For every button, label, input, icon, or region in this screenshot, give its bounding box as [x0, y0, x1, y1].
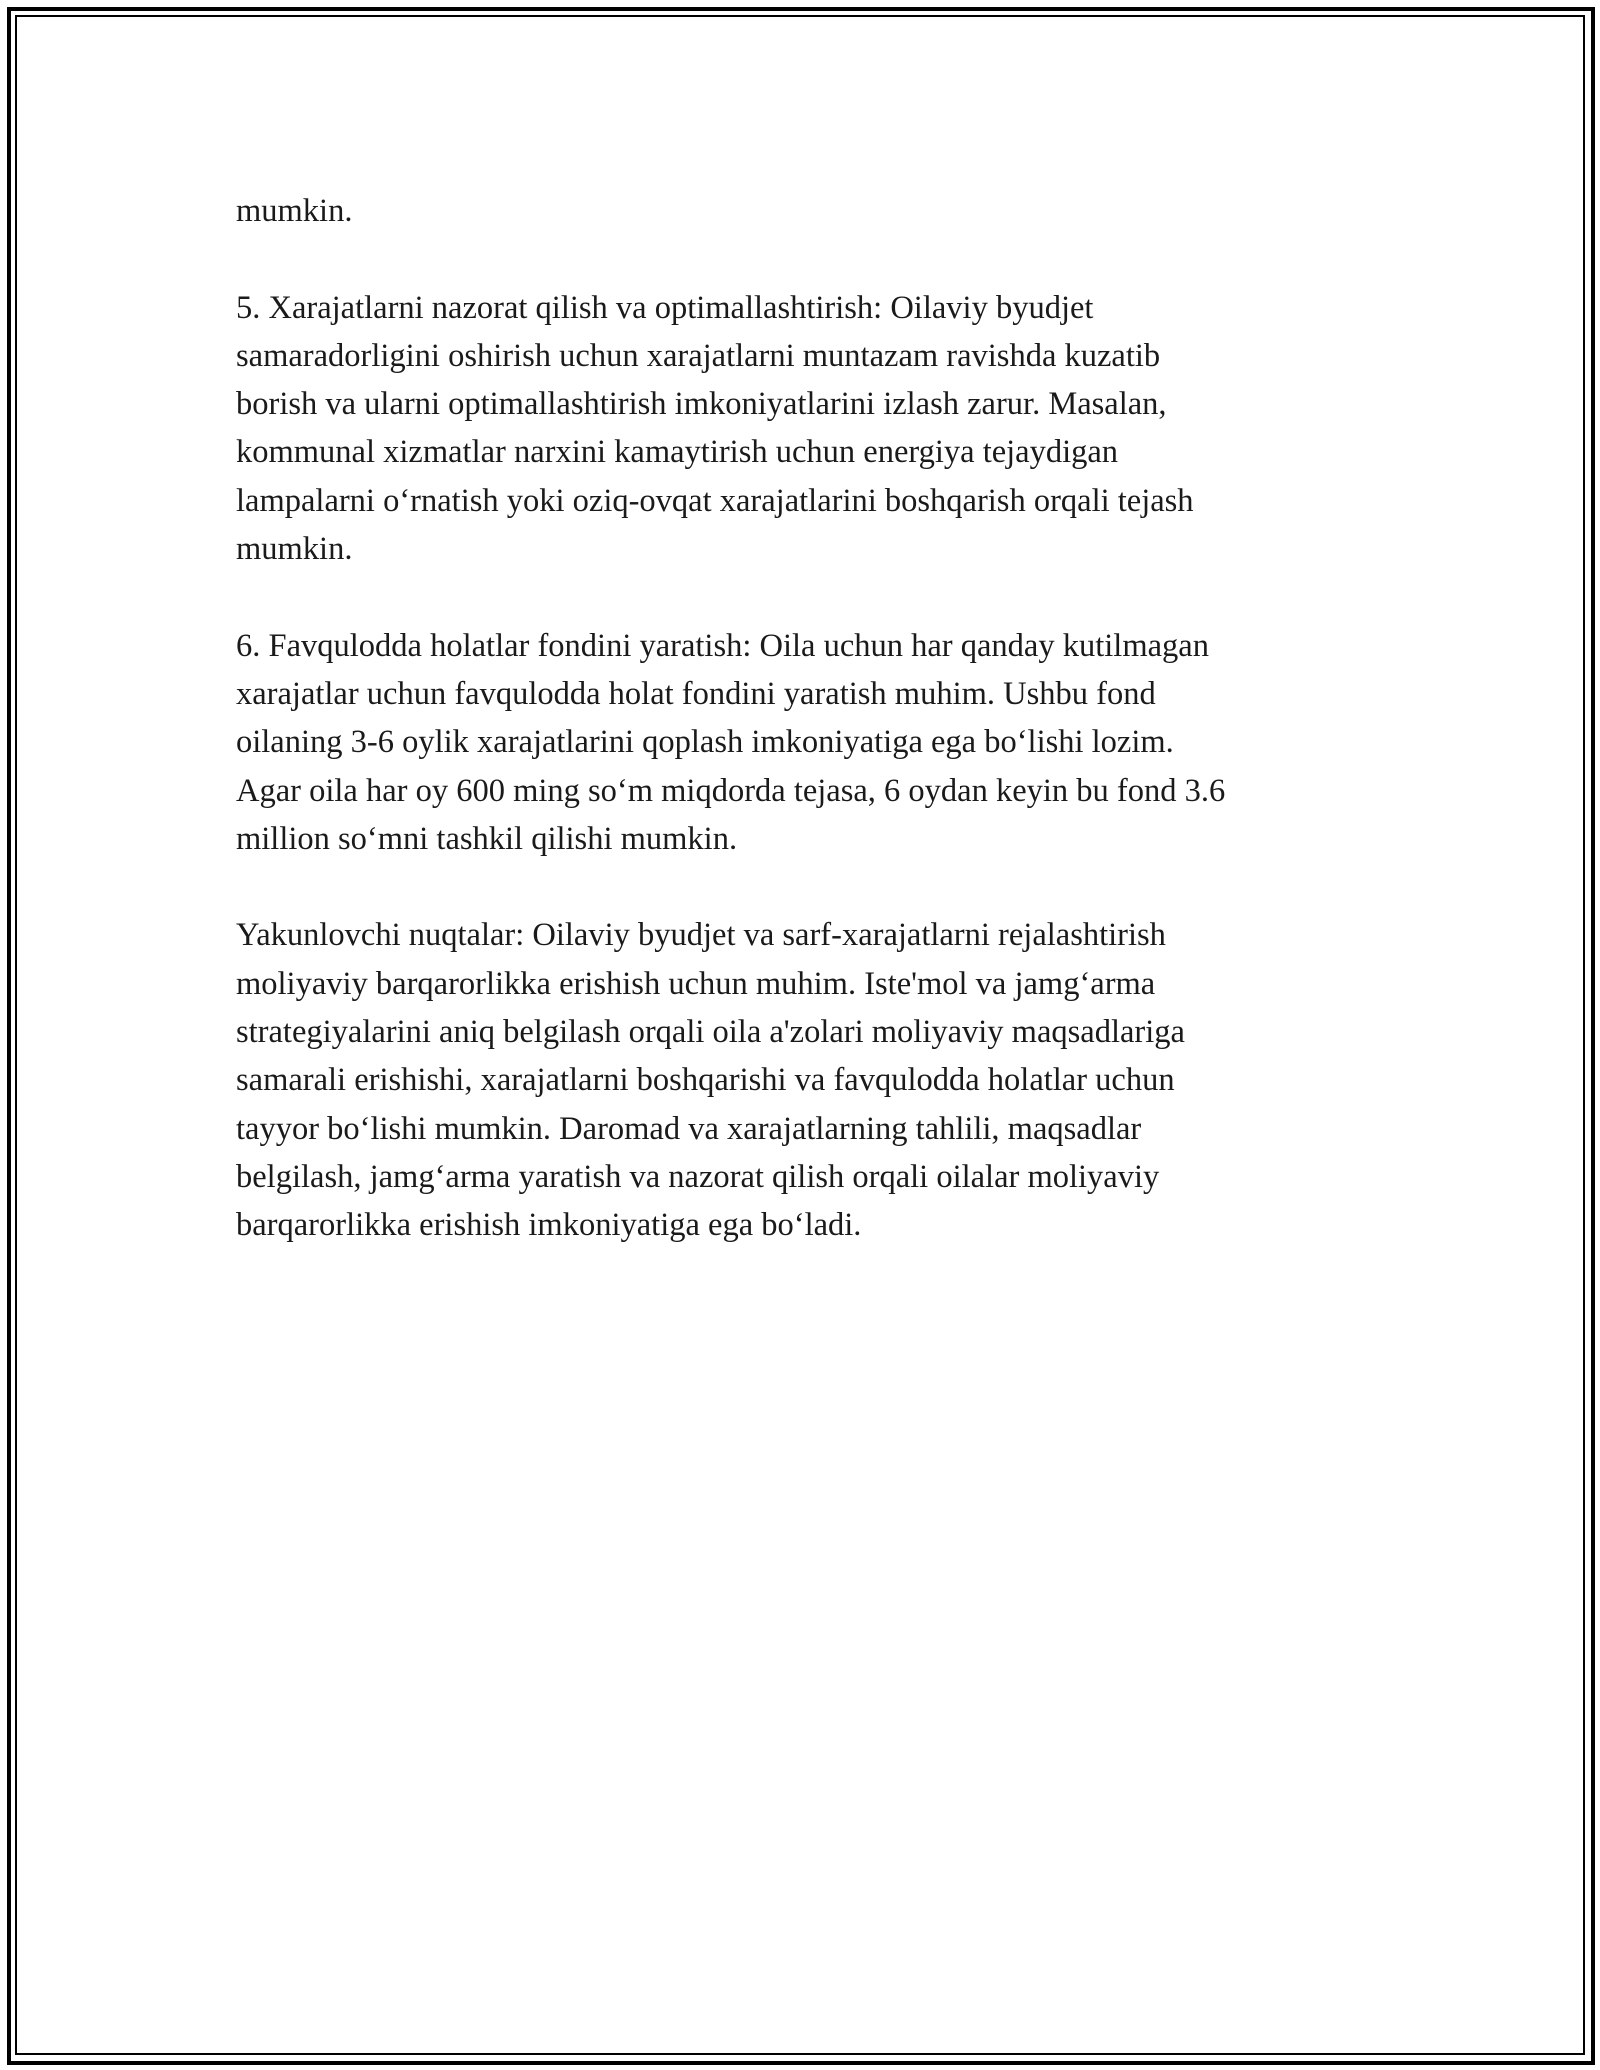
- document-body: [236, 187, 1376, 1250]
- paragraph-continuation: mumkin.: [236, 193, 353, 229]
- paragraph-emergency-fund: 6. Favqulodda holatlar fondini yaratish: Oila uchun har qanday kutilmagan xarajatlar uchun favqulodda holat fondini yaratish muhim. Ushbu fond oilaning 3-6 oylik xarajatlarini qoplash imkoniyatiga ega boʻlishi lozim. Agar oila har oy 600 ming soʻm miqdorda tejasa, 6 oydan keyin bu fond 3.6 million soʻmni tashkil qilishi mumkin.: [236, 627, 1226, 857]
- paragraph-conclusion: Yakunlovchi nuqtalar: Oilaviy byudjet va sarf-xarajatlarni rejalashtirish moliyaviy barqarorlikka erishish uchun muhim. Iste'mol va jamgʻarma strategiyalarini aniq belgilash orqali oila a'zolari moliyaviy maqsadlariga samarali erishishi, xarajatlarni boshqarishi va favqulodda holatlar uchun tayyor boʻlishi mumkin. Daromad va xarajatlarning tahlili, maqsadlar belgilash, jamgʻarma yaratish va nazorat qilish orqali oilalar moliyaviy barqarorlikka erishish imkoniyatiga ega boʻladi.: [236, 917, 1185, 1244]
- paragraph-expense-control: 5. Xarajatlarni nazorat qilish va optimallashtirish: Oilaviy byudjet samaradorligini oshirish uchun xarajatlarni muntazam ravishda kuzatib borish va ularni optimallashtirish imkoniyatlarini izlash zarur. Masalan, kommunal xizmatlar narxini kamaytirish uchun energiya tejaydigan lampalarni oʻrnatish yoki oziq-ovqat xarajatlarini boshqarish orqali tejash mumkin.: [236, 289, 1194, 568]
